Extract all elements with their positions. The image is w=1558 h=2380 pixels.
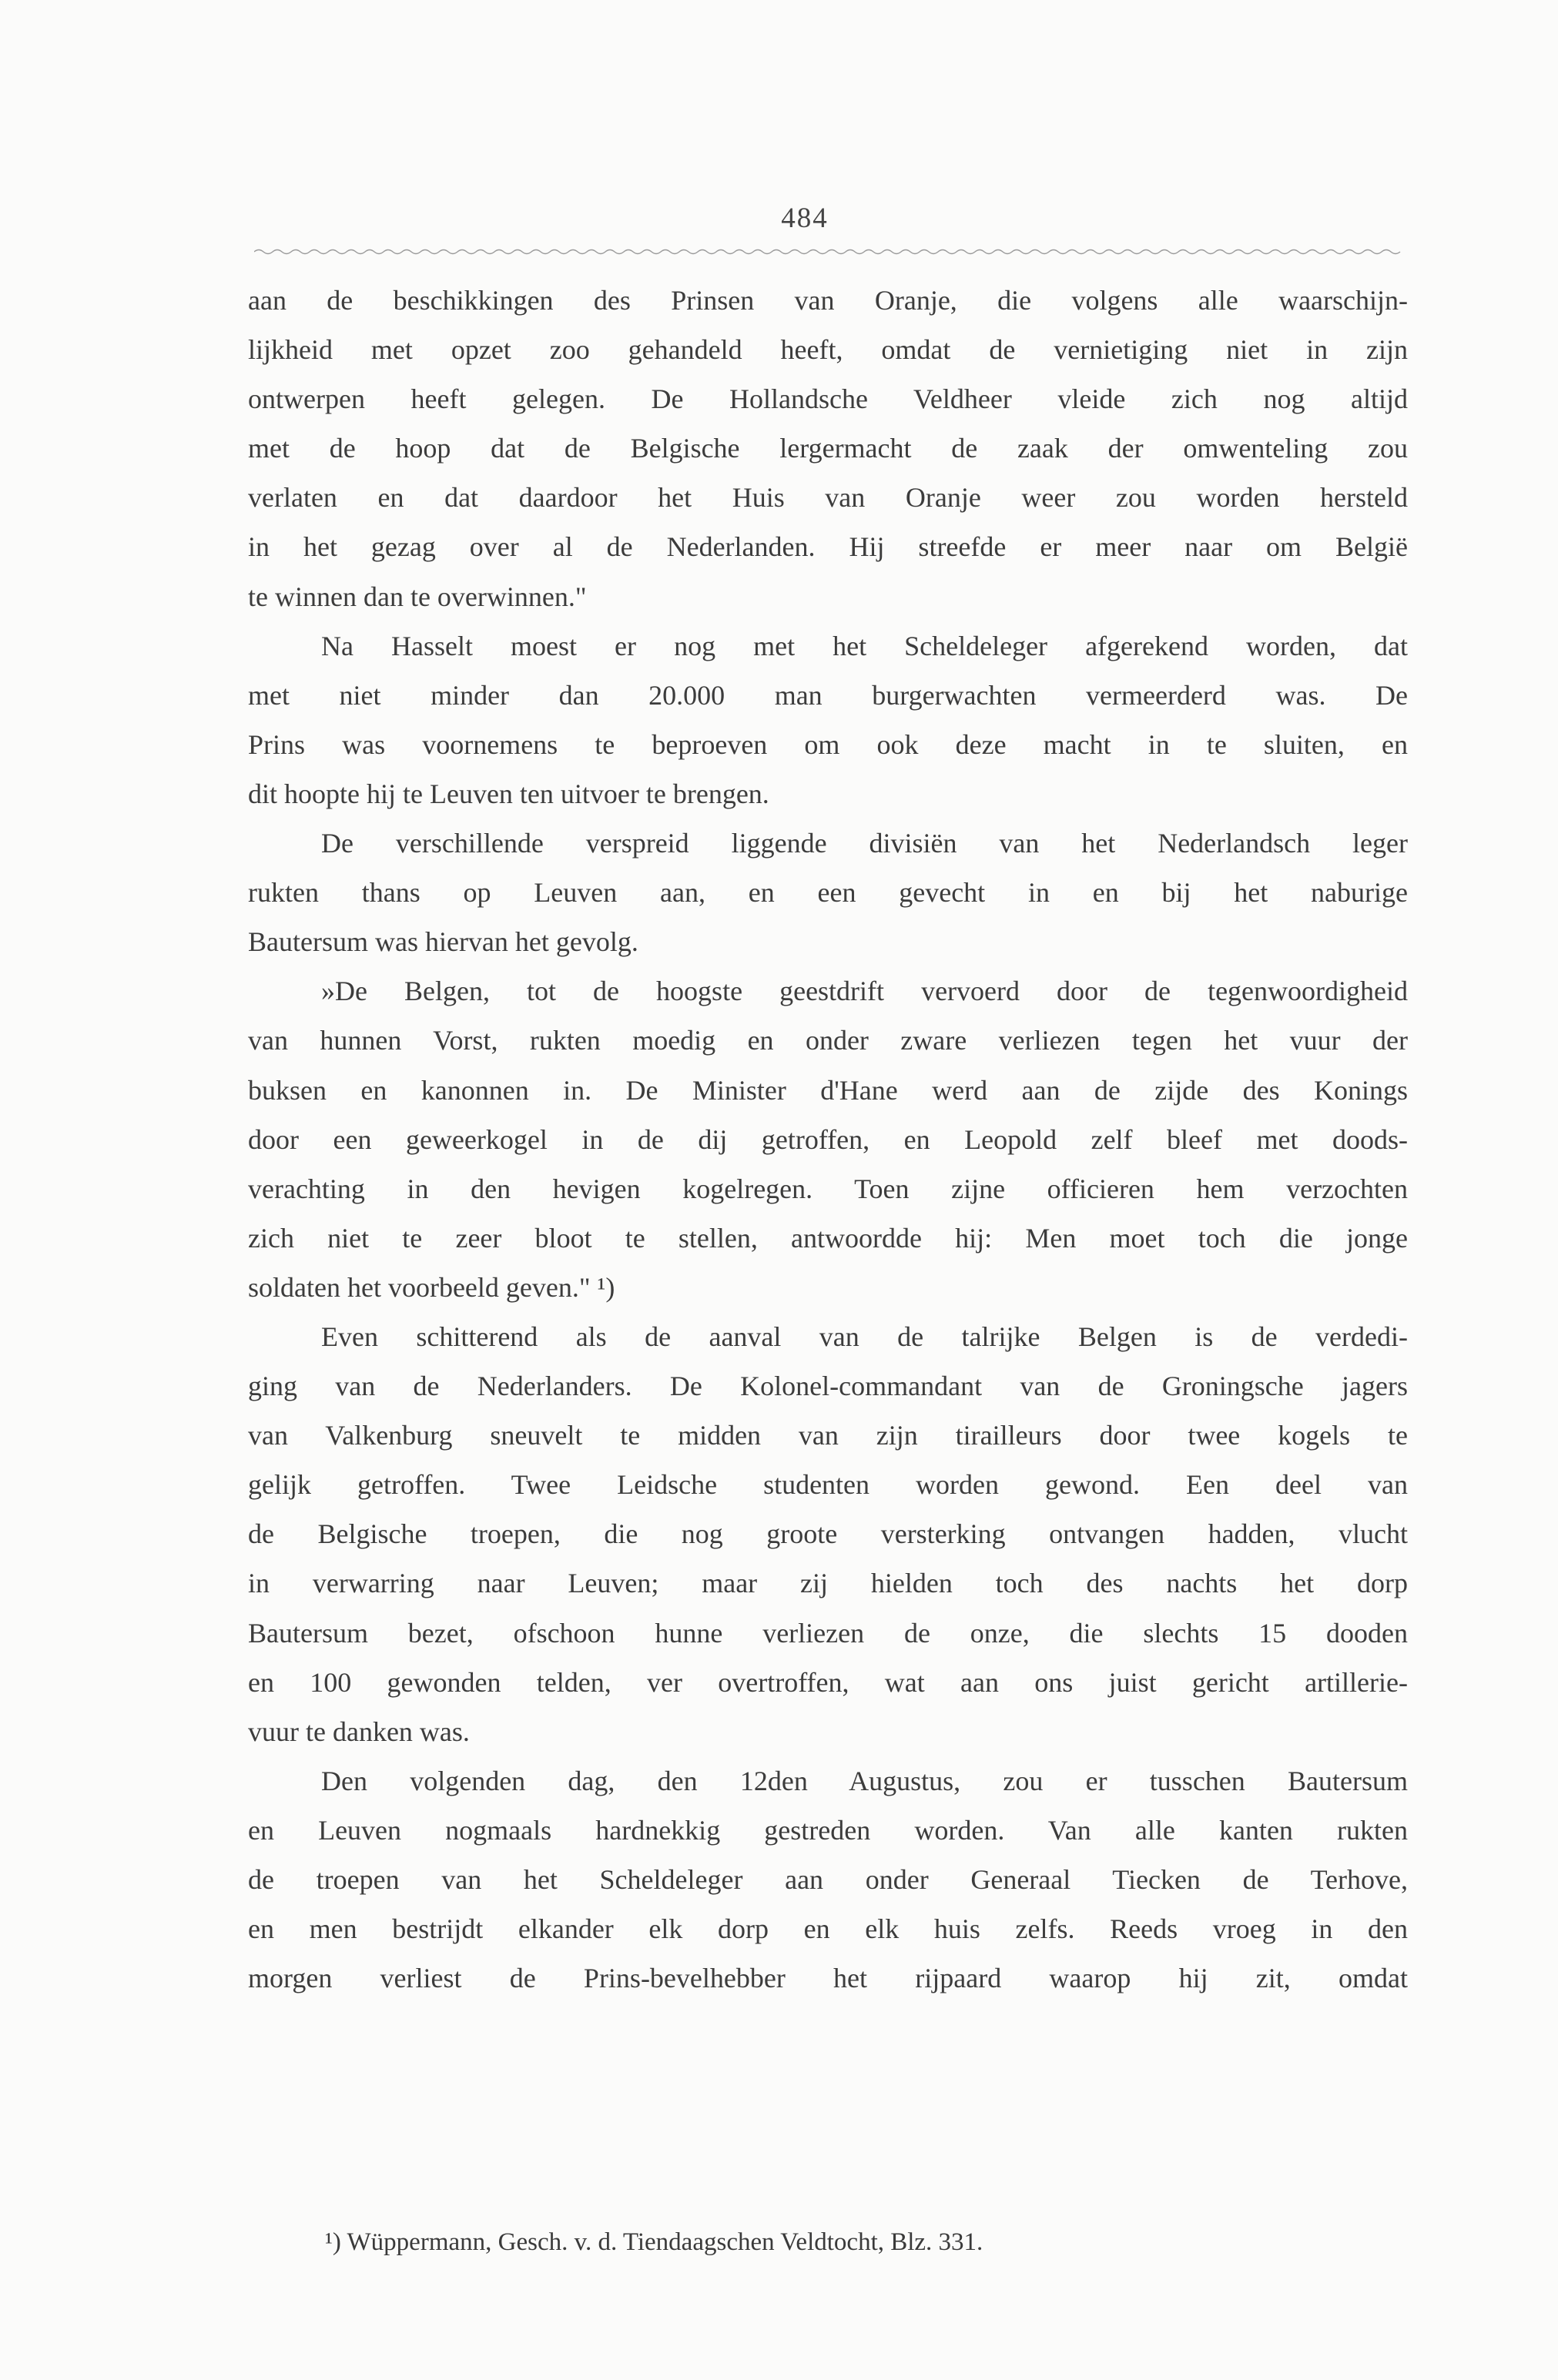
text-line: de troepen van het Scheldeleger aan onder Generaal Tiecken de Terhove, bbox=[248, 1864, 1408, 1895]
text-line: rukten thans op Leuven aan, en een gevecht in en bij het naburige bbox=[248, 877, 1408, 909]
text-line: verlaten en dat daardoor het Huis van Oranje weer zou worden hersteld bbox=[248, 482, 1408, 514]
text-line: te winnen dan te overwinnen." bbox=[248, 581, 587, 612]
body-text bbox=[248, 276, 1408, 2003]
page-number: 484 bbox=[781, 203, 829, 234]
text-line: vuur te danken was. bbox=[248, 1716, 470, 1747]
text-line: aan de beschikkingen des Prinsen van Oranje, die volgens alle waarschijn- bbox=[248, 285, 1408, 316]
text-line: en 100 gewonden telden, ver overtroffen, wat aan ons juist gericht artillerie- bbox=[248, 1666, 1408, 1698]
text-line: met niet minder dan 20.000 man burgerwachten vermeerderd was. De bbox=[248, 679, 1408, 711]
wavy-rule bbox=[254, 248, 1403, 256]
text-line: door een geweerkogel in de dij getroffen, en Leopold zelf bleef met doods- bbox=[248, 1123, 1408, 1155]
text-line: met de hoop dat de Belgische lergermacht de zaak der omwenteling zou bbox=[248, 433, 1408, 464]
footnote: ¹) Wüppermann, Gesch. v. d. Tiendaagschen Veldtocht, Blz. 331. bbox=[325, 2228, 983, 2256]
text-line: morgen verliest de Prins-bevelhebber het rijpaard waarop hij zit, omdat bbox=[248, 1963, 1408, 1994]
text-line: en men bestrijdt elkander elk dorp en elk huis zelfs. Reeds vroeg in den bbox=[248, 1913, 1408, 1945]
text-line: Bautersum was hiervan het gevolg. bbox=[248, 926, 638, 958]
text-line: en Leuven nogmaals hardnekkig gestreden worden. Van alle kanten rukten bbox=[248, 1814, 1408, 1846]
text-line: ging van de Nederlanders. De Kolonel-commandant van de Groningsche jagers bbox=[248, 1371, 1408, 1402]
text-line: zich niet te zeer bloot te stellen, antwoordde hij: Men moet toch die jonge bbox=[248, 1222, 1408, 1254]
text-line: in verwarring naar Leuven; maar zij hielden toch des nachts het dorp bbox=[248, 1568, 1408, 1599]
text-line: de Belgische troepen, die nog groote versterking ontvangen hadden, vlucht bbox=[248, 1518, 1408, 1550]
text-line: ontwerpen heeft gelegen. De Hollandsche Veldheer vleide zich nog altijd bbox=[248, 383, 1408, 415]
text-line: Den volgenden dag, den 12den Augustus, zou er tusschen Bautersum bbox=[321, 1765, 1408, 1796]
text-line: van Valkenburg sneuvelt te midden van zijn tirailleurs door twee kogels te bbox=[248, 1420, 1408, 1451]
text-line: Even schitterend als de aanval van de talrijke Belgen is de verdedi- bbox=[321, 1321, 1408, 1352]
text-line: lijkheid met opzet zoo gehandeld heeft, omdat de vernietiging niet in zijn bbox=[248, 334, 1408, 366]
text-line: soldaten het voorbeeld geven." ¹) bbox=[248, 1271, 615, 1303]
text-line: Bautersum bezet, ofschoon hunne verliezen de onze, die slechts 15 dooden bbox=[248, 1617, 1408, 1649]
text-line: gelijk getroffen. Twee Leidsche studenten worden gewond. Een deel van bbox=[248, 1469, 1408, 1501]
text-line: dit hoopte hij te Leuven ten uitvoer te brengen. bbox=[248, 778, 769, 809]
text-line: buksen en kanonnen in. De Minister d'Hane werd aan de zijde des Konings bbox=[248, 1074, 1408, 1106]
text-line: »De Belgen, tot de hoogste geestdrift vervoerd door de tegenwoordigheid bbox=[321, 976, 1408, 1007]
text-line: Na Hasselt moest er nog met het Scheldeleger afgerekend worden, dat bbox=[321, 630, 1408, 661]
text-line: van hunnen Vorst, rukten moedig en onder zware verliezen tegen het vuur der bbox=[248, 1025, 1408, 1056]
text-line: in het gezag over al de Nederlanden. Hij streefde er meer naar om België bbox=[248, 531, 1408, 563]
text-line: verachting in den hevigen kogelregen. Toen zijne officieren hem verzochten bbox=[248, 1173, 1408, 1204]
text-line: Prins was voornemens te beproeven om ook deze macht in te sluiten, en bbox=[248, 728, 1408, 760]
text-line: De verschillende verspreid liggende divisiën van het Nederlandsch leger bbox=[321, 828, 1408, 859]
